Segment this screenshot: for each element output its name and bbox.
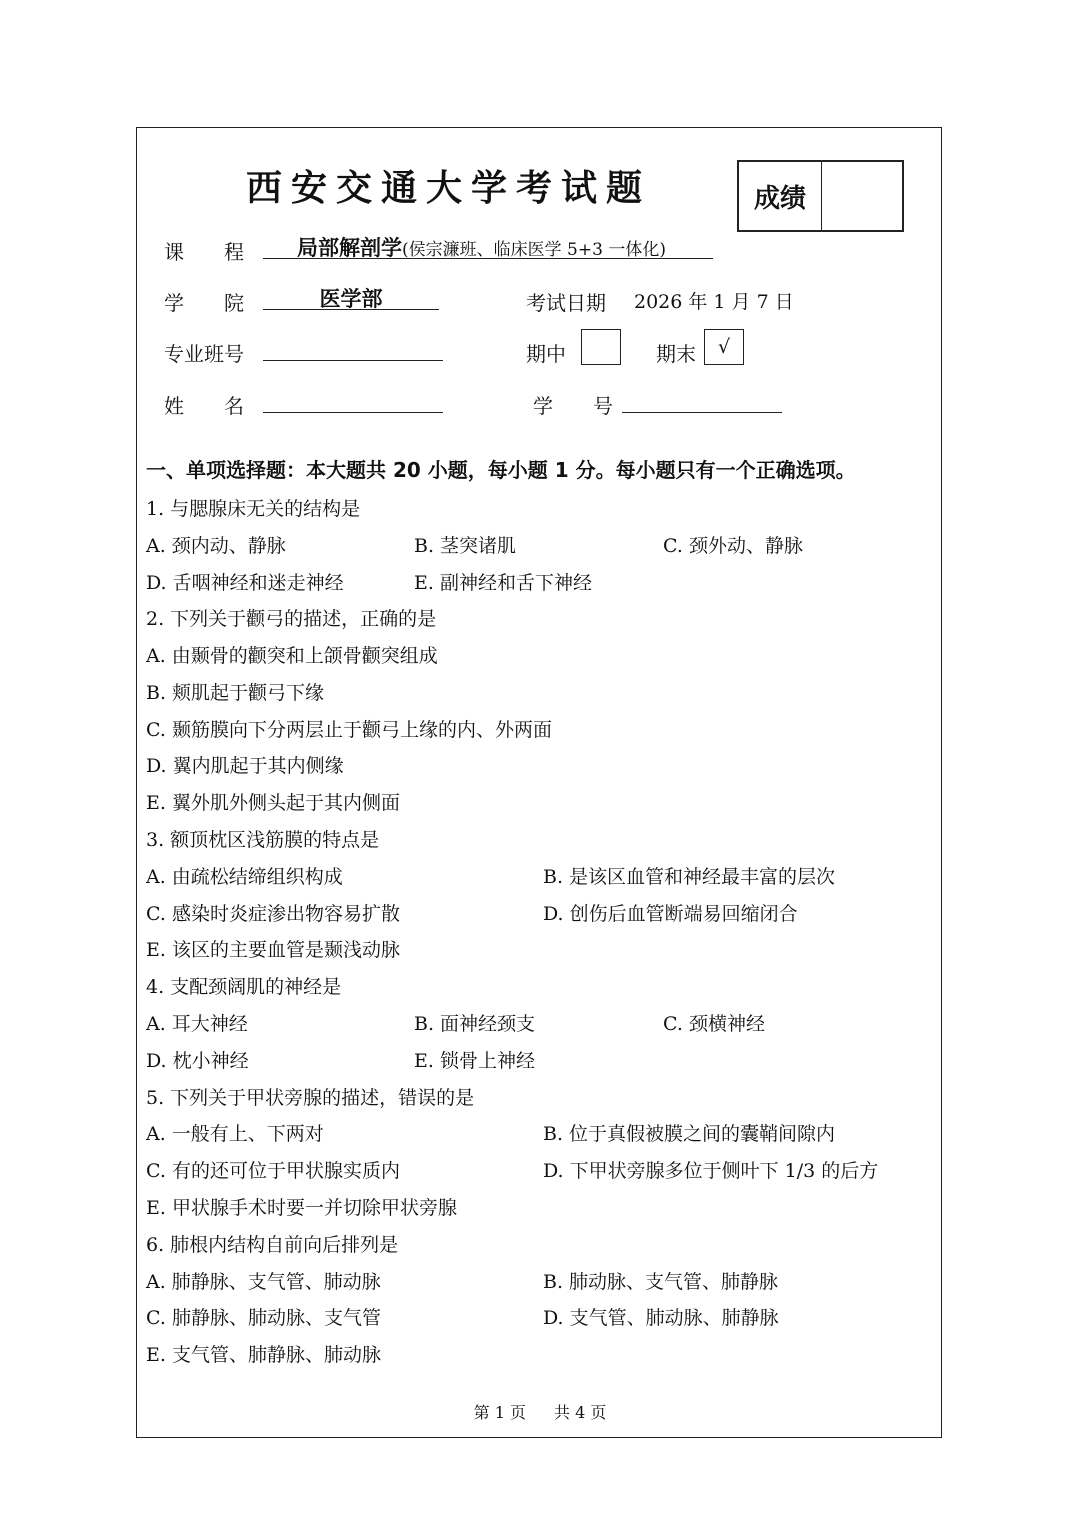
page-total: 共 4 页 bbox=[554, 1403, 607, 1422]
name-field[interactable] bbox=[263, 386, 443, 413]
question-option: B. 茎突诸肌 bbox=[414, 535, 517, 557]
score-label: 成绩 bbox=[739, 162, 822, 230]
exam-date-label: 考试日期 bbox=[526, 291, 606, 315]
question-option: B. 是该区血管和神经最丰富的层次 bbox=[543, 866, 836, 888]
college-label: 学 院 bbox=[164, 291, 244, 315]
question-stem: 4. 支配颈阔肌的神经是 bbox=[146, 976, 342, 998]
college-field bbox=[263, 283, 439, 310]
student-id-label: 学 号 bbox=[533, 394, 613, 418]
question-option: A. 颈内动、静脉 bbox=[146, 535, 286, 557]
page-footer bbox=[0, 1400, 1080, 1423]
question-option: C. 肺静脉、肺动脉、支气管 bbox=[146, 1307, 381, 1329]
course-name: 局部解剖学 bbox=[297, 236, 402, 260]
course-field bbox=[263, 232, 713, 259]
exam-title: 西安交通大学考试题 bbox=[246, 167, 652, 209]
class-label: 专业班号 bbox=[164, 342, 244, 366]
question-option: E. 副神经和舌下神经 bbox=[414, 572, 592, 594]
question-option: D. 舌咽神经和迷走神经 bbox=[146, 572, 344, 594]
question-option: C. 颈外动、静脉 bbox=[663, 535, 803, 557]
score-box bbox=[737, 160, 904, 232]
question-option: B. 面神经颈支 bbox=[414, 1013, 536, 1035]
question-option: A. 耳大神经 bbox=[146, 1013, 248, 1035]
question-option: A. 肺静脉、支气管、肺动脉 bbox=[146, 1271, 381, 1293]
question-option: C. 颈横神经 bbox=[663, 1013, 765, 1035]
question-stem: 5. 下列关于甲状旁腺的描述，错误的是 bbox=[146, 1087, 475, 1109]
question-option: E. 支气管、肺静脉、肺动脉 bbox=[146, 1344, 381, 1366]
final-label: 期末 bbox=[656, 342, 696, 366]
college-value: 医学部 bbox=[319, 287, 383, 311]
question-option: D. 下甲状旁腺多位于侧叶下 1/3 的后方 bbox=[543, 1160, 879, 1182]
question-option: D. 翼内肌起于其内侧缘 bbox=[146, 755, 344, 777]
midterm-label: 期中 bbox=[526, 342, 566, 366]
question-stem: 1. 与腮腺床无关的结构是 bbox=[146, 498, 361, 520]
midterm-checkbox[interactable] bbox=[581, 329, 621, 365]
question-option: C. 有的还可位于甲状腺实质内 bbox=[146, 1160, 400, 1182]
question-option: C. 颞筋膜向下分两层止于颧弓上缘的内、外两面 bbox=[146, 719, 552, 741]
course-note: (侯宗濂班、临床医学 5+3 一体化) bbox=[402, 240, 666, 260]
question-option: E. 该区的主要血管是颞浅动脉 bbox=[146, 939, 400, 961]
question-option: C. 感染时炎症渗出物容易扩散 bbox=[146, 903, 400, 925]
question-stem: 2. 下列关于颧弓的描述，正确的是 bbox=[146, 608, 437, 630]
course-label: 课 程 bbox=[164, 240, 244, 264]
page-number: 第 1 页 bbox=[473, 1403, 526, 1422]
question-option: A. 一般有上、下两对 bbox=[146, 1123, 324, 1145]
question-option: E. 甲状腺手术时要一并切除甲状旁腺 bbox=[146, 1197, 457, 1219]
name-label: 姓 名 bbox=[164, 394, 244, 418]
question-option: B. 颊肌起于颧弓下缘 bbox=[146, 682, 325, 704]
question-option: B. 位于真假被膜之间的囊鞘间隙内 bbox=[543, 1123, 836, 1145]
question-option: A. 由颞骨的颧突和上颌骨颧突组成 bbox=[146, 645, 438, 667]
question-option: B. 肺动脉、支气管、肺静脉 bbox=[543, 1271, 779, 1293]
question-stem: 3. 额顶枕区浅筋膜的特点是 bbox=[146, 829, 380, 851]
class-field[interactable] bbox=[263, 334, 443, 361]
question-option: D. 支气管、肺动脉、肺静脉 bbox=[543, 1307, 779, 1329]
question-stem: 6. 肺根内结构自前向后排列是 bbox=[146, 1234, 399, 1256]
question-option: D. 创伤后血管断端易回缩闭合 bbox=[543, 903, 798, 925]
score-value-field[interactable] bbox=[822, 162, 902, 230]
question-option: D. 枕小神经 bbox=[146, 1050, 249, 1072]
question-option: A. 由疏松结缔组织构成 bbox=[146, 866, 343, 888]
exam-date-value: 2026 年 1 月 7 日 bbox=[634, 291, 794, 313]
question-option: E. 翼外肌外侧头起于其内侧面 bbox=[146, 792, 400, 814]
question-option: E. 锁骨上神经 bbox=[414, 1050, 535, 1072]
final-checkbox[interactable]: √ bbox=[704, 329, 744, 365]
student-id-field[interactable] bbox=[622, 386, 782, 413]
section-heading: 一、单项选择题：本大题共 20 小题，每小题 1 分。每小题只有一个正确选项。 bbox=[146, 458, 856, 482]
